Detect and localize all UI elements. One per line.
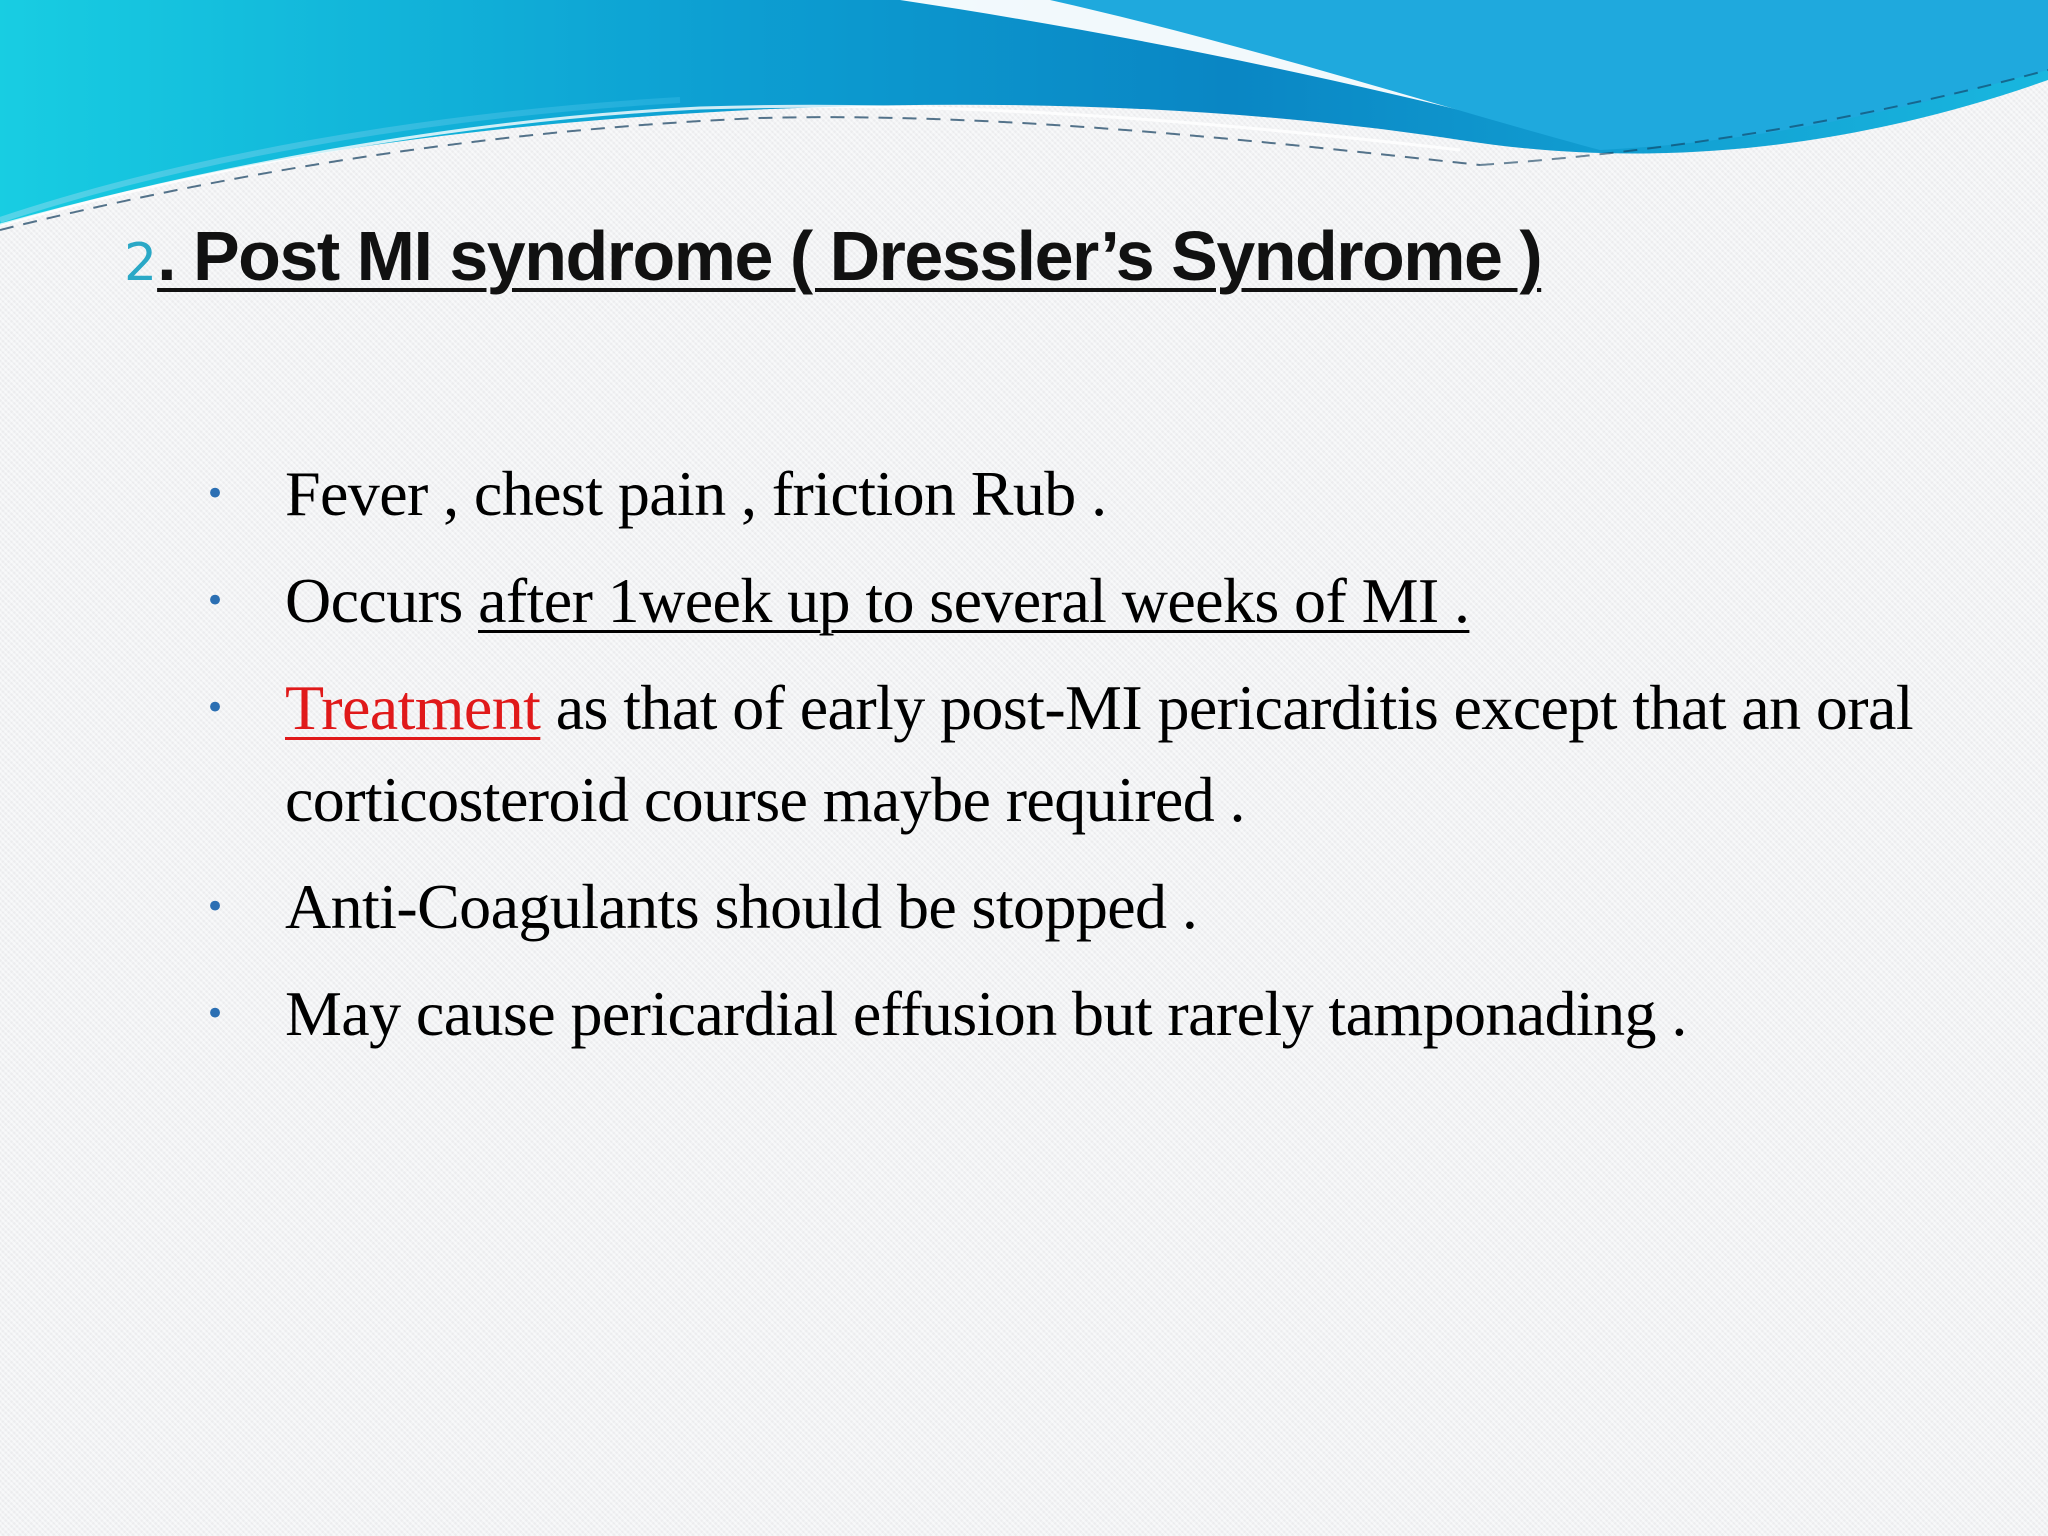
bullet-icon: • (205, 474, 225, 514)
bullet-item (205, 662, 2005, 846)
bullet-text-underlined: after 1week up to several weeks of MI . (478, 565, 1470, 636)
bullet-list (205, 448, 2005, 1075)
bullet-text: as that of early post-MI pericarditis except that an oral corticosteroid course maybe required . (285, 672, 1913, 835)
bullet-text: May cause pericardial effusion but rarely tamponading . (285, 978, 1687, 1049)
bullet-icon: • (205, 688, 225, 728)
bullet-item (205, 861, 2005, 953)
bullet-text: Anti-Coagulants should be stopped . (285, 871, 1198, 942)
bullet-icon: • (205, 581, 225, 621)
title-text: . Post MI syndrome ( Dressler’s Syndrome ) (157, 217, 1542, 295)
bullet-item (205, 968, 2005, 1060)
bullet-text-lead: Occurs (285, 565, 479, 636)
bullet-item (205, 555, 2005, 647)
treatment-highlight: Treatment (285, 672, 541, 743)
header-wave-decoration (0, 0, 2048, 240)
bullet-text: Fever , chest pain , friction Rub . (285, 458, 1107, 529)
bullet-item (205, 448, 2005, 540)
bullet-icon: • (205, 994, 225, 1034)
bullet-icon: • (205, 887, 225, 927)
title-number: 2 (124, 233, 158, 293)
slide-title (124, 212, 1541, 313)
